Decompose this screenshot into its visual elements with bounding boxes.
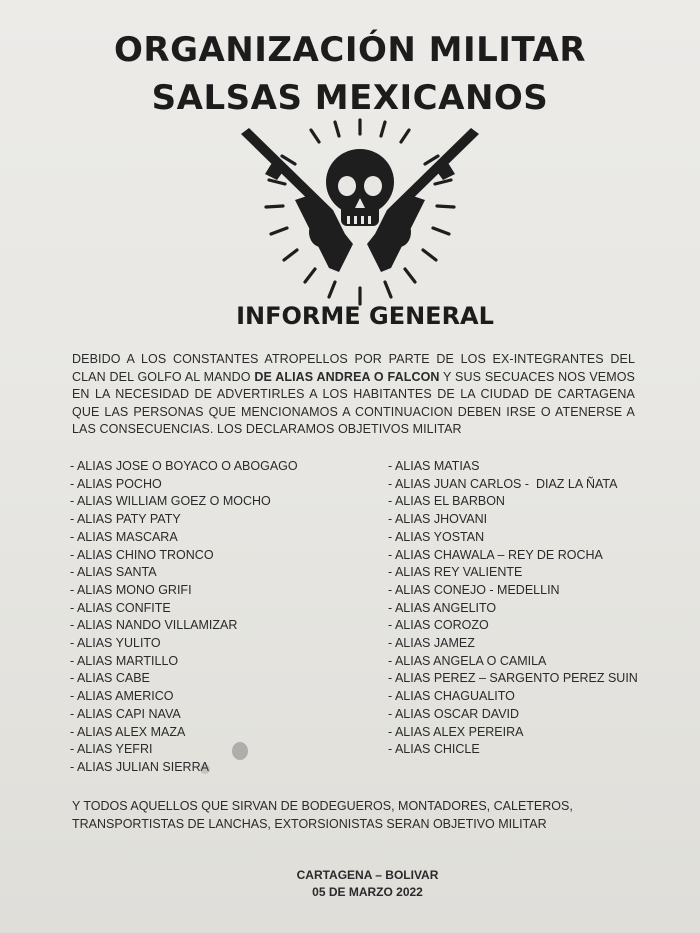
alias-list-left	[70, 458, 370, 777]
alias-list-item: - ALIAS ANGELA O CAMILA	[388, 653, 547, 668]
alias-list-item: - ALIAS MONO GRIFI	[70, 582, 192, 597]
alias-list-item: - ALIAS WILLIAM GOEZ O MOCHO	[70, 494, 271, 509]
alias-list-item: - ALIAS CHINO TRONCO	[70, 547, 214, 562]
alias-list-item: - ALIAS CHAWALA – REY DE ROCHA	[388, 547, 603, 562]
alias-list-item: - ALIAS JUAN CARLOS - DIAZ LA ÑATA	[388, 476, 618, 491]
alias-list-item: - ALIAS PEREZ – SARGENTO PEREZ SUIN	[388, 671, 638, 686]
place-line: CARTAGENA – BOLIVAR	[296, 868, 439, 882]
alias-list-item: - ALIAS CHAGUALITO	[388, 689, 515, 704]
alias-list-item: - ALIAS SANTA	[70, 565, 157, 580]
alias-list-item: - ALIAS YEFRI	[70, 742, 153, 757]
alias-list-item: - ALIAS CONEJO - MEDELLIN	[388, 582, 560, 597]
alias-list-item: - ALIAS YULITO	[70, 636, 161, 651]
alias-list-item: - ALIAS REY VALIENTE	[388, 565, 523, 580]
date-line: 05 DE MARZO 2022	[312, 885, 423, 899]
ink-smudge	[200, 764, 210, 774]
alias-list-item: - ALIAS OSCAR DAVID	[388, 706, 520, 721]
closing-paragraph: Y TODOS AQUELLOS QUE SIRVAN DE BODEGUEROS, MONTADORES, CALETEROS, TRANSPORTISTAS DE LANCHAS, EXTORSIONISTAS SERAN OBJETIVO MILITAR	[72, 799, 573, 831]
title-line-1: ORGANIZACIÓN MILITAR	[113, 30, 587, 70]
alias-list-item: - ALIAS JULIAN SIERRA	[70, 759, 209, 774]
alias-list-item: - ALIAS ALEX MAZA	[70, 724, 186, 739]
alias-list-item: - ALIAS JAMEZ	[388, 636, 475, 651]
alias-list-item: - ALIAS COROZO	[388, 618, 489, 633]
intro-bold-text: DE ALIAS ANDREA O FALCON	[254, 369, 440, 384]
alias-list-item: - ALIAS EL BARBON	[388, 494, 505, 509]
report-subtitle: INFORME GENERAL	[236, 302, 494, 330]
alias-list-item: - ALIAS JOSE O BOYACO O ABOGAGO	[70, 459, 298, 473]
alias-list-item: - ALIAS MATIAS	[388, 459, 480, 473]
alias-list-item: - ALIAS MASCARA	[70, 529, 178, 544]
alias-list-item: - ALIAS CONFITE	[70, 600, 171, 615]
alias-list-item: - ALIAS NANDO VILLAMIZAR	[70, 618, 238, 633]
intro-text-2: Y SUS SECUACES NOS VEMOS EN LA NECESIDAD DE ADVERTIRLES A LOS HABITANTES DE LA CIUDAD DE CARTAGENA QUE LAS PERSONAS QUE MENCIONAMOS A CONTINUACION DEBEN IRSE O ATENERSE A LAS CONSECUENCIAS. LOS DECLARAMOS OBJETIVOS MILITAR	[72, 369, 635, 436]
alias-list-item: - ALIAS JHOVANI	[388, 512, 488, 527]
alias-list-item: - ALIAS CAPI NAVA	[70, 706, 181, 721]
intro-text-1: DEBIDO A LOS CONSTANTES ATROPELLOS POR PARTE DE LOS EX-INTEGRANTES DEL CLAN DEL GOLFO AL MANDO	[72, 352, 635, 384]
skull-crossed-rifles-icon	[235, 112, 485, 312]
alias-list-item: - ALIAS PATY PATY	[70, 512, 181, 527]
alias-list-right	[388, 458, 688, 759]
alias-list-item: - ALIAS POCHO	[70, 476, 162, 491]
ink-smudge	[232, 742, 248, 760]
alias-list-item: - ALIAS CABE	[70, 671, 150, 686]
title-line-2: SALSAS MEXICANOS	[151, 78, 549, 118]
alias-list-item: - ALIAS AMERICO	[70, 689, 174, 704]
alias-list-item: - ALIAS ANGELITO	[388, 600, 497, 615]
alias-list-item: - ALIAS CHICLE	[388, 742, 480, 757]
intro-paragraph	[72, 351, 635, 439]
alias-list-item: - ALIAS MARTILLO	[70, 653, 179, 668]
alias-list-item: - ALIAS ALEX PEREIRA	[388, 724, 524, 739]
alias-list-item: - ALIAS YOSTAN	[388, 529, 485, 544]
